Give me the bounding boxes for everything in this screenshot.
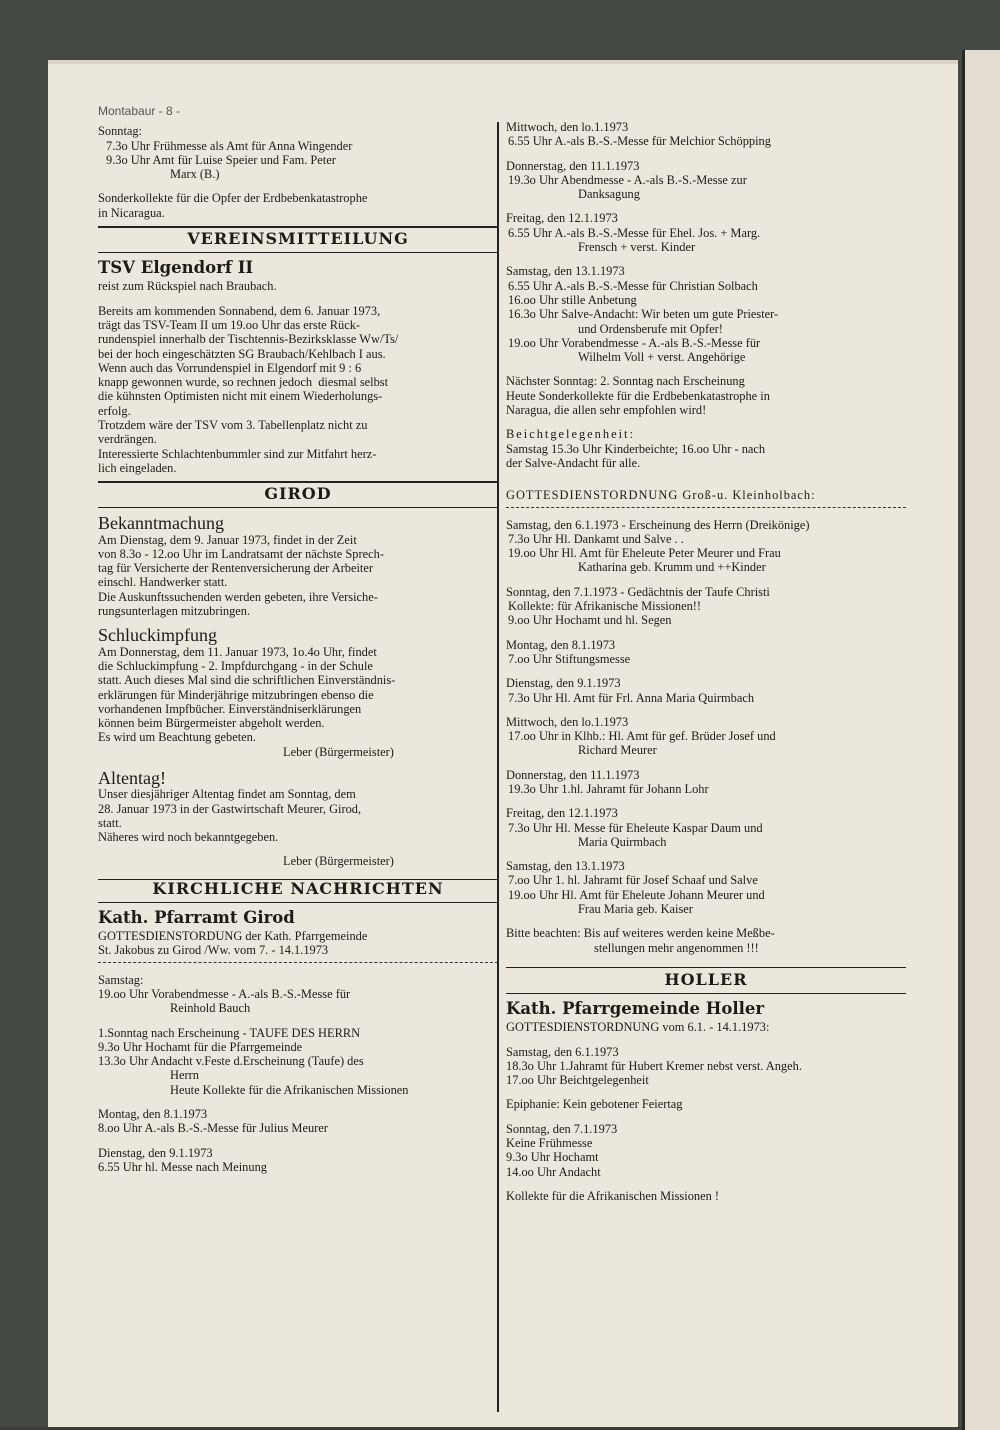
text-line: von 8.3o - 12.oo Uhr im Landratsamt der nächste Sprech- [98, 546, 384, 561]
text-line: 6.55 Uhr A.-als B.-S.-Messe für Melchior Schöpping [508, 134, 771, 149]
sonderkollekte [98, 191, 498, 220]
text-line: die kühnsten Optimisten nicht mit einem Wiederholungs- [98, 389, 383, 404]
text-line: GOTTESDIENSTORDNUNG vom 6.1. - 14.1.1973: [506, 1020, 770, 1035]
day-heading: Donnerstag, den 11.1.1973 [506, 158, 640, 173]
beicht-title: Beichtgelegenheit: [506, 427, 635, 442]
text-line: Heute Sonderkollekte für die Erdbebenkatastrophe in [506, 388, 770, 403]
dashed-rule [506, 505, 906, 508]
document-page [48, 64, 958, 1427]
text-line: Sonderkollekte für die Opfer der Erdbebenkatastrophe [98, 191, 368, 206]
text-line: Keine Frühmesse [506, 1136, 593, 1151]
left-column [98, 104, 498, 1184]
text-line: in Nicaragua. [98, 205, 165, 220]
text-line: 28. Januar 1973 in der Gastwirtschaft Meurer, Girod, [98, 801, 362, 816]
facing-page-edge [962, 50, 1000, 1430]
text-line: Bereits am kommenden Sonnabend, dem 6. Januar 1973, [98, 303, 381, 318]
text-line: 19.oo Uhr Hl. Amt für Eheleute Peter Meurer und Frau [508, 546, 781, 561]
text-line: knapp gewonnen wurde, so rechnen jedoch diesmal selbst [98, 375, 389, 390]
schedule-day [506, 638, 906, 667]
section-title: VEREINSMITTEILUNG [187, 229, 409, 249]
text-line: 7.3o Uhr Hl. Messe für Eheleute Kaspar Daum und [508, 820, 763, 835]
next-sunday-note [506, 374, 906, 417]
holler-closing [506, 1189, 906, 1203]
text-line: Maria Quirmbach [578, 834, 667, 849]
day-heading: Samstag, den 13.1.1973 [506, 859, 625, 874]
day-heading: Epiphanie: Kein gebotener Feiertag [506, 1097, 683, 1112]
text-line: stellungen mehr angenommen !!! [594, 940, 759, 955]
text-line: 19.3o Uhr Abendmesse - A.-als B.-S.-Messe zur [508, 172, 747, 187]
schluckimpfung-title: Schluckimpfung [98, 625, 217, 646]
text-line: Nächster Sonntag: 2. Sonntag nach Erscheinung [506, 374, 745, 389]
text-line: 16.3o Uhr Salve-Andacht: Wir beten um gute Priester- [508, 307, 779, 322]
text-line: können beim Bürgermeister abgeholt werden. [98, 716, 325, 731]
text-line: erklärungen für Minderjährige mitzubringen ebenso die [98, 687, 374, 702]
text-line: der Salve-Andacht für alle. [506, 455, 641, 470]
text-line: Trotzdem wäre der TSV vom 3. Tabellenplatz nicht zu [98, 418, 368, 433]
schedule-day [506, 120, 906, 149]
holbach-heading [506, 488, 906, 502]
schedule-day [506, 859, 906, 916]
day-heading: Samstag: [98, 972, 144, 987]
day-heading: 1.Sonntag nach Erscheinung - TAUFE DES HERRN [98, 1025, 361, 1040]
text-line: 7.oo Uhr 1. hl. Jahramt für Josef Schaaf und Salve [508, 873, 758, 888]
sunday-line: 9.3o Uhr Amt für Luise Speier und Fam. Peter [106, 152, 336, 167]
text-line: 13.3o Uhr Andacht v.Feste d.Erscheinung (Taufe) des [98, 1054, 364, 1069]
tsv-title: TSV Elgendorf II [98, 258, 254, 278]
bekanntmachung-title: Bekanntmachung [98, 513, 224, 534]
text-line: 8.oo Uhr A.-als B.-S.-Messe für Julius Meurer [98, 1121, 328, 1136]
day-heading: Freitag, den 12.1.1973 [506, 806, 618, 821]
schedule-day [506, 806, 906, 849]
text-line: 9.3o Uhr Hochamt für die Pfarrgemeinde [98, 1039, 303, 1054]
text-line: Frau Maria geb. Kaiser [578, 902, 693, 917]
pfarramt-title: Kath. Pfarramt Girod [98, 907, 295, 927]
text-line: 16.oo Uhr stille Anbetung [508, 292, 637, 307]
text-line: die Schluckimpfung - 2. Impfdurchgang - in der Schule [98, 658, 373, 673]
schluckimpfung-body [98, 645, 498, 759]
text-line: 6.55 Uhr hl. Messe nach Meinung [98, 1159, 267, 1174]
text-line: Heute Kollekte für die Afrikanischen Missionen [170, 1082, 409, 1097]
text-line: Kollekte für die Afrikanischen Missionen ! [506, 1188, 719, 1203]
pfarramt-intro [98, 929, 498, 958]
text-line: Reinhold Bauch [170, 1001, 251, 1016]
signature: Leber (Bürgermeister) [283, 854, 394, 869]
text-line: 7.oo Uhr Stiftungsmesse [508, 651, 631, 666]
text-line: Danksagung [578, 187, 640, 202]
text-line: Unser diesjähriger Altentag findet am Sonntag, dem [98, 787, 356, 802]
text-line: GOTTESDIENSTORDUNG der Kath. Pfarrgemeinde [98, 929, 368, 944]
sunday-line: Marx (B.) [170, 167, 220, 182]
beicht-block [506, 427, 906, 470]
text-line: 19.oo Uhr Vorabendmesse - A.-als B.-S.-Messe für [508, 335, 761, 350]
text-line: Kollekte: für Afrikanische Missionen!! [508, 599, 702, 614]
section-title: GIROD [264, 484, 332, 504]
text-line: statt. [98, 815, 122, 830]
schedule-day [506, 676, 906, 705]
text-line: 17.oo Uhr Beichtgelegenheit [506, 1073, 649, 1088]
sunday-line: 7.3o Uhr Frühmesse als Amt für Anna Wingender [106, 138, 353, 153]
sunday-block [98, 124, 498, 181]
day-heading: Sonntag, den 7.1.1973 - Gedächtnis der Taufe Christi [506, 584, 770, 599]
text-line: Katharina geb. Krumm und ++Kinder [578, 560, 766, 575]
text-line: 9.3o Uhr Hochamt [506, 1150, 599, 1165]
bekanntmachung-body [98, 533, 498, 619]
text-line: 19.oo Uhr Vorabendmesse - A.-als B.-S.-Messe für [98, 986, 351, 1001]
text-line: einschl. Handwerker statt. [98, 575, 228, 590]
text-line: Wenn auch das Vorrundenspiel in Elgendorf mit 9 : 6 [98, 360, 362, 375]
page-header: Montabaur - 8 - [98, 104, 181, 118]
text-line: 19.3o Uhr 1.hl. Jahramt für Johann Lohr [508, 781, 709, 796]
text-line: trägt das TSV-Team II um 19.oo Uhr das erste Rück- [98, 317, 361, 332]
day-heading: Montag, den 8.1.1973 [98, 1107, 208, 1122]
text-line: Am Donnerstag, dem 11. Januar 1973, 1o.4o Uhr, findet [98, 644, 377, 659]
text-line: statt. Auch dieses Mal sind die schriftlichen Einverständnis- [98, 673, 396, 688]
tsv-body [98, 304, 498, 476]
schedule-day [506, 585, 906, 628]
altentag-title: Altentag! [98, 767, 166, 788]
schedule-day [98, 1026, 498, 1097]
text-line: 18.3o Uhr 1.Jahramt für Hubert Kremer nebst verst. Angeh. [506, 1058, 802, 1073]
text-line: Am Dienstag, dem 9. Januar 1973, findet in der Zeit [98, 532, 357, 547]
girod-schedule [98, 973, 498, 1175]
altentag-body [98, 787, 498, 868]
text-line: Interessierte Schlachtenbummler sind zur Mitfahrt herz- [98, 446, 377, 461]
section-heading-holler [506, 971, 906, 994]
day-heading: Mittwoch, den lo.1.1973 [506, 714, 629, 729]
text-line: Naragua, die allen sehr empfohlen wird! [506, 403, 707, 418]
day-heading: Samstag, den 13.1.1973 [506, 264, 625, 279]
schedule-day [506, 1122, 906, 1179]
text-line: 7.3o Uhr Hl. Amt für Frl. Anna Maria Quirmbach [508, 690, 755, 705]
day-heading: Dienstag, den 9.1.1973 [506, 676, 621, 691]
text-line: 6.55 Uhr A.-als B.-S.-Messe für Christian Solbach [508, 278, 758, 293]
day-heading: Samstag, den 6.1.1973 [506, 1044, 619, 1059]
schedule-block-2 [506, 518, 906, 917]
text-line: Wilhelm Voll + verst. Angehörige [578, 350, 746, 365]
schedule-day [98, 1107, 498, 1136]
text-line: vorhandenen Impfbücher. Einverständniserklärungen [98, 701, 362, 716]
schedule-day [506, 264, 906, 364]
holler-schedule [506, 1045, 906, 1179]
text-line: 14.oo Uhr Andacht [506, 1164, 601, 1179]
day-heading: Freitag, den 12.1.1973 [506, 211, 618, 226]
bitte-note [506, 926, 906, 955]
text-line: rundenspiel innerhalb der Tischtennis-Bezirksklasse Ww/Ts/ [98, 332, 399, 347]
day-heading: Montag, den 8.1.1973 [506, 637, 616, 652]
text-line: 9.oo Uhr Hochamt und hl. Segen [508, 613, 672, 628]
text-line: 17.oo Uhr in Klhb.: Hl. Amt für gef. Brüder Josef und [508, 729, 776, 744]
tsv-subtitle [98, 279, 498, 293]
schedule-block-1 [506, 120, 906, 364]
holler-title: Kath. Pfarrgemeinde Holler [506, 998, 765, 1018]
section-title: HOLLER [664, 969, 748, 989]
dashed-rule [98, 960, 498, 963]
schedule-day [98, 1146, 498, 1175]
text-line: erfolg. [98, 403, 131, 418]
text-line: bei der hoch eingeschätzten SG Braubach/Kehlbach I aus. [98, 346, 386, 361]
text-line: 19.oo Uhr Hl. Amt für Eheleute Johann Meurer und [508, 887, 765, 902]
text-line: reist zum Rückspiel nach Braubach. [98, 279, 277, 294]
section-heading-verein [98, 230, 498, 253]
text-line: Die Auskunftssuchenden werden gebeten, ihre Versiche- [98, 589, 378, 604]
text-line: Näheres wird noch bekanntgegeben. [98, 830, 279, 845]
text-line: rungsunterlagen mitzubringen. [98, 604, 251, 619]
text-line: Frensch + verst. Kinder [578, 240, 696, 255]
section-title: KIRCHLICHE NACHRICHTEN [152, 878, 444, 898]
text-line: Es wird um Beachtung gebeten. [98, 730, 256, 745]
section-heading-girod [98, 485, 498, 508]
holbach-title: GOTTESDIENSTORDNUNG Groß-u. Kleinholbach: [506, 488, 816, 503]
day-heading: Donnerstag, den 11.1.1973 [506, 767, 640, 782]
day-heading: Sonntag, den 7.1.1973 [506, 1121, 618, 1136]
day-heading: Mittwoch, den lo.1.1973 [506, 120, 629, 134]
text-line: Richard Meurer [578, 743, 657, 758]
right-column [506, 120, 906, 1213]
text-line: 6.55 Uhr A.-als B.-S.-Messe für Ehel. Jos. + Marg. [508, 225, 761, 240]
schedule-day [506, 1097, 906, 1111]
sunday-title: Sonntag: [98, 124, 143, 139]
schedule-day [506, 768, 906, 797]
text-line: Herrn [170, 1068, 199, 1083]
text-line: St. Jakobus zu Girod /Ww. vom 7. - 14.1.1973 [98, 943, 329, 958]
schedule-day [506, 715, 906, 758]
schedule-day [506, 159, 906, 202]
section-heading-kirche [98, 879, 498, 903]
day-heading: Samstag, den 6.1.1973 - Erscheinung des Herrn (Dreikönige) [506, 517, 810, 532]
signature: Leber (Bürgermeister) [283, 744, 394, 759]
holler-intro [506, 1020, 906, 1034]
text-line: verdrängen. [98, 432, 157, 447]
schedule-day [506, 518, 906, 575]
schedule-day [506, 1045, 906, 1088]
schedule-day [98, 973, 498, 1016]
schedule-day [506, 211, 906, 254]
text-line: Bitte beachten: Bis auf weiteres werden keine Meßbe- [506, 926, 775, 941]
text-line: und Ordensberufe mit Opfer! [578, 321, 723, 336]
text-line: Samstag 15.3o Uhr Kinderbeichte; 16.oo Uhr - nach [506, 441, 766, 456]
text-line: tag für Versicherte der Rentenversicherung der Arbeiter [98, 561, 374, 576]
text-line: 7.3o Uhr Hl. Dankamt und Salve . . [508, 531, 684, 546]
day-heading: Dienstag, den 9.1.1973 [98, 1145, 213, 1160]
text-line: lich eingeladen. [98, 460, 177, 475]
